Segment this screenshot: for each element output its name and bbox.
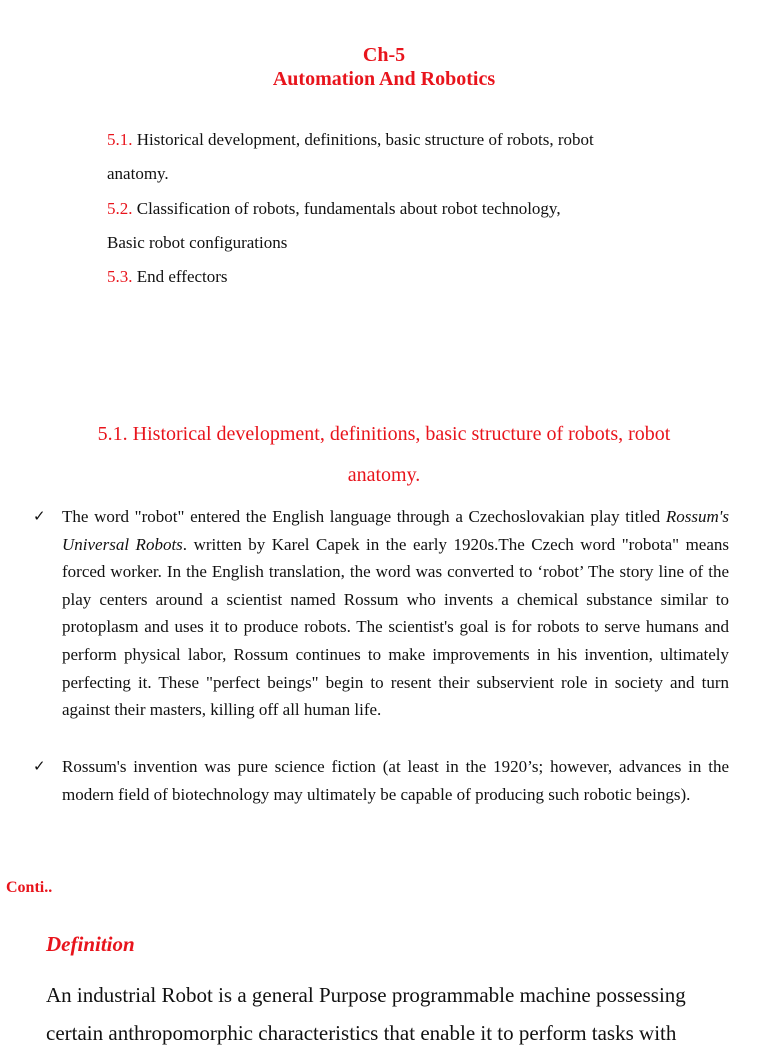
bullet-text: The word "robot" entered the English language through a Czechoslovakian play titled bbox=[62, 507, 666, 526]
bullet-text: Rossum's invention was pure science fiction (at least in the 1920’s; however, advances in the modern field of biotechnology may ultimately be capable of producing such robotic beings). bbox=[62, 757, 729, 804]
check-mark-icon: ✓ bbox=[33, 507, 46, 525]
conti-label: Conti.. bbox=[6, 879, 53, 896]
bullet-paragraph-1 bbox=[62, 503, 729, 724]
play-title: Rossum's Universal Robots bbox=[62, 507, 729, 554]
section-heading-line1: 5.1. Historical development, definitions, basic structure of robots, robot bbox=[97, 423, 671, 445]
toc-item-5-2 bbox=[107, 199, 561, 219]
toc-item-5-3 bbox=[107, 267, 228, 287]
bullet-paragraph-2 bbox=[62, 753, 729, 808]
toc-text: Classification of robots, fundamentals about robot technology, bbox=[136, 199, 561, 218]
check-mark-icon: ✓ bbox=[33, 757, 46, 775]
section-heading-line2: anatomy. bbox=[347, 464, 421, 486]
definition-text: An industrial Robot is a general Purpose programmable machine possessing bbox=[46, 983, 686, 1007]
toc-number: 5.1. bbox=[107, 130, 133, 149]
chapter-number: Ch-5 bbox=[362, 44, 406, 66]
chapter-title: Automation And Robotics bbox=[272, 68, 496, 90]
definition-cut-off-text: certain anthropomorphic characteristics that enable it to perform tasks with bbox=[46, 1021, 677, 1045]
definition-heading: Definition bbox=[46, 932, 135, 956]
toc-number: 5.3. bbox=[107, 267, 133, 286]
bullet-text: . written by Karel Capek in the early 1920s.The Czech word "robota" means forced worker. In the English translation, the word was converted to ‘robot’ The story line of the play centers around a scientist named Rossum who invents a chemical substance similar to protoplasm and uses it to produce robots. The scientist's goal is for robots to serve humans and perform physical labor, Rossum continues to make improvements in his invention, ultimately perfecting it. These "perfect beings" begin to resent their subservient role in society and turn against their masters, killing off all human life. bbox=[62, 534, 729, 720]
section-heading-clipped bbox=[0, 423, 768, 446]
toc-item-5-1-continuation: anatomy. bbox=[107, 164, 169, 183]
definition-cut-off-line bbox=[46, 1018, 742, 1045]
toc-item-5-1 bbox=[107, 130, 594, 150]
toc-text: End effectors bbox=[136, 267, 228, 286]
toc-text: Historical development, definitions, basic structure of robots, robot bbox=[136, 130, 594, 149]
toc-number: 5.2. bbox=[107, 199, 133, 218]
toc-item-5-2-continuation: Basic robot configurations bbox=[107, 233, 288, 252]
